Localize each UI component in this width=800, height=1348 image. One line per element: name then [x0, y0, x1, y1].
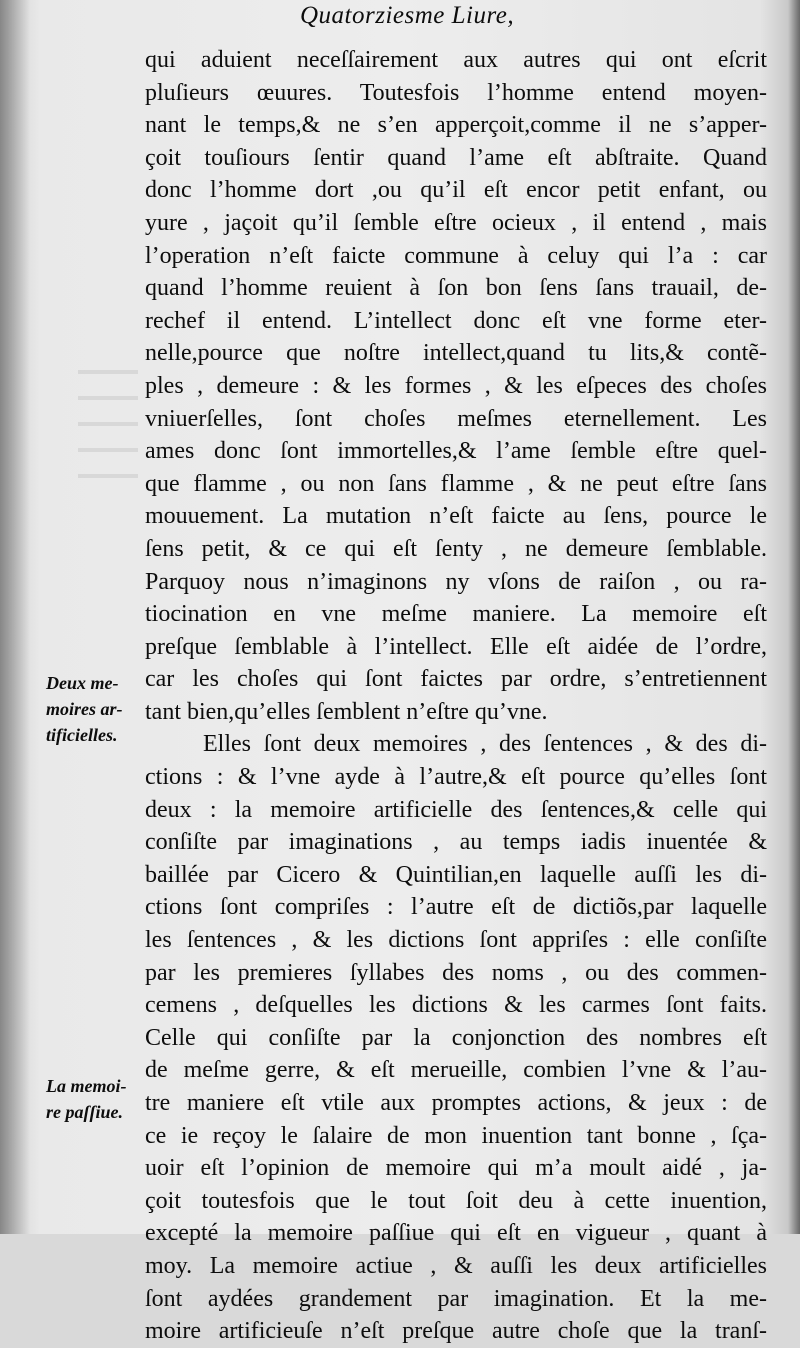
margin-note-line: re paſſiue.: [46, 1102, 123, 1122]
text-line: ples , demeure : & les formes , & les eſpeces des choſes: [145, 372, 767, 399]
text-line: donc l’homme dort ,ou qu’il eſt encor petit enfant, ou: [145, 177, 767, 204]
text-line: ce ie reçoy le ſalaire de mon inuention tant bonne , ſça-: [145, 1122, 767, 1149]
text-line: mouuement. La mutation n’eſt faicte au ſens, pource le: [145, 503, 767, 530]
margin-note-deux-memoires: [46, 670, 146, 748]
text-line: deux : la memoire artificielle des ſentences,& celle qui: [145, 796, 767, 823]
margin-note-line: Deux me-: [46, 673, 119, 693]
spine-shadow: [0, 0, 30, 1234]
text-line: baillée par Cicero & Quintilian,en laquelle auſſi les di-: [145, 861, 767, 888]
text-line: Elles ſont deux memoires , des ſentences , & des di-: [203, 731, 767, 758]
text-line: de meſme gerre, & eſt merueille, combien l’vne & l’au-: [145, 1057, 767, 1084]
text-line: par les premieres ſyllabes des noms , ou des commen-: [145, 959, 767, 986]
show-through-bleed: [78, 370, 138, 490]
text-line: tiocination en vne meſme maniere. La memoire eſt: [145, 601, 767, 628]
margin-note-line: tificielles.: [46, 725, 118, 745]
text-line: les ſentences , & les dictions ſont appriſes : elle conſiſte: [145, 927, 767, 954]
text-line: Celle qui conſiſte par la conjonction des nombres eſt: [145, 1024, 767, 1051]
text-line: quand l’homme reuient à ſon bon ſens ſans trauail, de-: [145, 275, 767, 302]
text-line: uoir eſt l’opinion de memoire qui m’a moult aidé , ja-: [145, 1155, 767, 1182]
text-line: tant bien,qu’elles ſemblent n’eſtre qu’vne.: [145, 698, 548, 725]
text-line: nant le temps,& ne s’en apperçoit,comme il ne s’apper-: [145, 112, 767, 139]
text-line: preſque ſemblable à l’intellect. Elle eſt aidée de l’ordre,: [145, 633, 767, 660]
text-line: çoit touſiours ſentir quand l’ame eſt abſtraite. Quand: [145, 144, 767, 171]
text-line: nelle,pource que noſtre intellect,quand tu lits,& contẽ-: [145, 340, 767, 367]
text-line: yure , jaçoit qu’il ſemble eſtre ocieux , il entend , mais: [145, 209, 767, 236]
text-line: ſont aydées grandement par imagination. Et la me-: [145, 1285, 767, 1312]
text-line: rechef il entend. L’intellect donc eſt vne forme eter-: [145, 307, 767, 334]
text-line: çoit toutesfois que le tout ſoit deu à cette inuention,: [145, 1187, 767, 1214]
text-line: conſiſte par imaginations , au temps iadis inuentée &: [145, 829, 767, 856]
margin-note-line: moires ar-: [46, 699, 123, 719]
text-line: ſens petit, & ce qui eſt ſenty , ne demeure ſemblable.: [145, 535, 767, 562]
text-line: excepté la memoire paſſiue qui eſt en vigueur , quant à: [145, 1220, 767, 1247]
body-text: [145, 44, 767, 1348]
text-line: tre maniere eſt vtile aux promptes actions, & jeux : de: [145, 1090, 767, 1116]
text-line: moire artificieuſe n’eſt preſque autre choſe que la tranſ-: [145, 1318, 767, 1345]
running-head: Quatorziesme Liure,: [300, 2, 515, 29]
margin-note-line: La memoi-: [46, 1076, 127, 1096]
text-line: Parquoy nous n’imaginons ny vſons de raiſon , ou ra-: [145, 568, 767, 595]
text-line: que flamme , ou non ſans flamme , & ne peut eſtre ſans: [145, 470, 767, 497]
text-line: vniuerſelles, ſont choſes meſmes eternellement. Les: [145, 405, 767, 432]
text-line: ames donc ſont immortelles,& l’ame ſemble eſtre quel-: [145, 438, 767, 465]
margin-note-memoire-passiue: [46, 1073, 146, 1125]
text-line: pluſieurs œuures. Toutesfois l’homme entend moyen-: [145, 79, 767, 106]
text-line: ctions ſont compriſes : l’autre eſt de dictiõs,par laquelle: [145, 894, 767, 921]
text-line: l’operation n’eſt faicte commune à celuy qui l’a : car: [145, 242, 767, 269]
text-line: car les choſes qui ſont faictes par ordre, s’entretiennent: [145, 666, 767, 693]
text-line: ctions : & l’vne ayde à l’autre,& eſt pource qu’elles ſont: [145, 764, 767, 791]
text-line: qui aduient neceſſairement aux autres qui ont eſcrit: [145, 47, 767, 73]
text-line: moy. La memoire actiue , & auſſi les deux artificielles: [145, 1252, 767, 1279]
page-edge-shadow: [788, 0, 800, 1234]
text-line: cemens , deſquelles les dictions & les carmes ſont faits.: [145, 992, 767, 1019]
